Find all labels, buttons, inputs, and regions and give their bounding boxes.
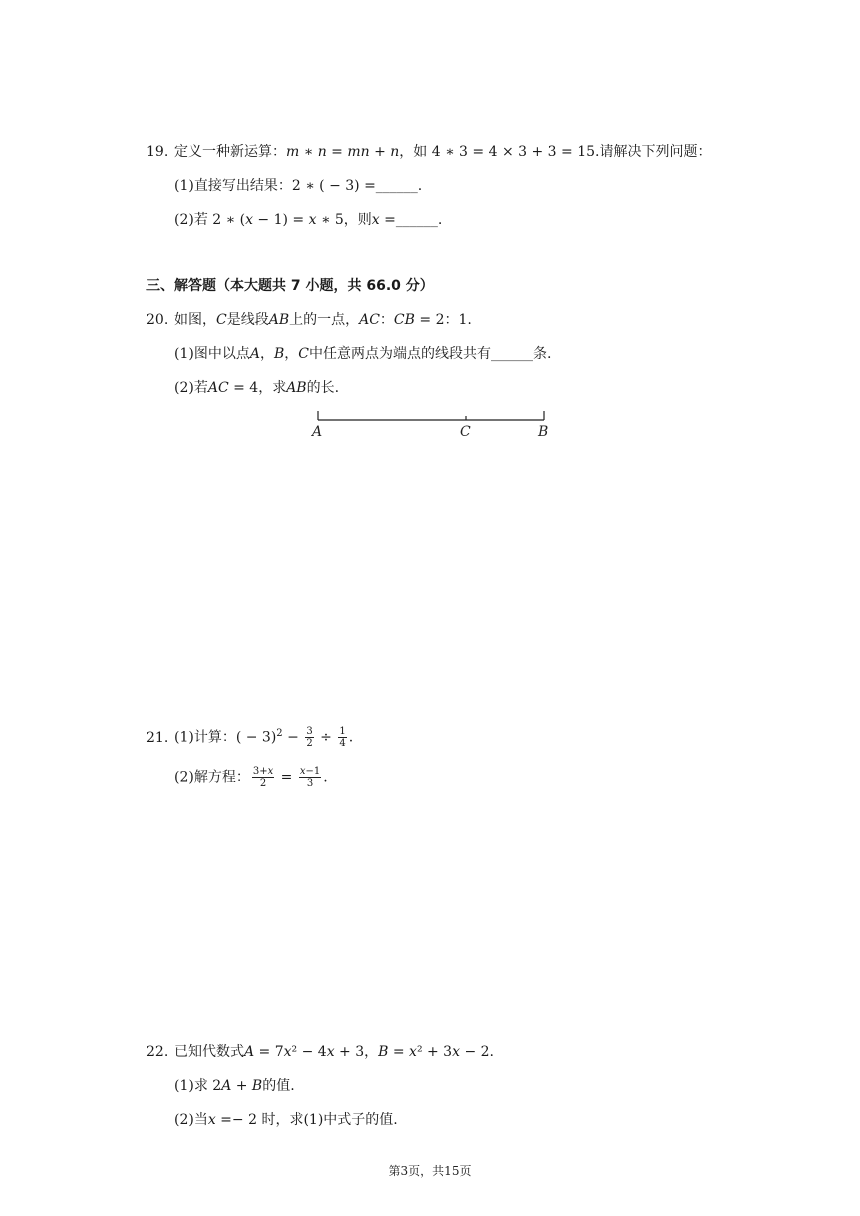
equals-sign: = bbox=[276, 769, 297, 786]
label-b: B bbox=[538, 424, 549, 440]
question-text: 已知代数式𝐴 = 7𝑥² − 4𝑥 + 3，𝐵 = 𝑥² + 3𝑥 − 2. bbox=[174, 1044, 494, 1060]
period: . bbox=[323, 769, 328, 786]
question-number: 20. bbox=[146, 312, 169, 328]
label-a: A bbox=[312, 424, 323, 440]
question-number: 22. bbox=[146, 1044, 169, 1060]
minus-sign: − bbox=[282, 729, 304, 746]
numerator: 𝑥−1 bbox=[299, 766, 321, 777]
question-21-part-1 bbox=[146, 723, 353, 749]
fraction-3-over-2 bbox=[305, 726, 313, 749]
numerator: 3+𝑥 bbox=[252, 766, 274, 777]
question-22-part-2: (2)当𝑥 =− 2 时，求(1)中式子的值. bbox=[174, 1112, 398, 1128]
question-21-part-2 bbox=[174, 766, 328, 789]
expression-prefix: (1)计算：( − 3) bbox=[174, 729, 277, 746]
question-19-stem bbox=[146, 143, 711, 161]
period: . bbox=[348, 729, 354, 746]
numerator: 3 bbox=[306, 726, 313, 738]
denominator: 2 bbox=[306, 738, 313, 750]
question-19-part-1: (1)直接写出结果：2 ∗ ( − 3) =______. bbox=[174, 178, 423, 194]
expression-prefix: (2)解方程： bbox=[174, 769, 250, 786]
fraction-3-plus-x-over-2 bbox=[252, 766, 274, 789]
exponent: 2 bbox=[276, 728, 283, 739]
question-text: 定义一种新运算：𝑚 ∗ 𝑛 = 𝑚𝑛 + 𝑛，如 4 ∗ 3 = 4 × 3 + 3 = 15.请解决下列问题： bbox=[174, 144, 712, 160]
fraction-1-over-4 bbox=[338, 726, 346, 749]
question-number: 21. bbox=[146, 729, 169, 746]
question-20-part-1: (1)图中以点𝐴，𝐵，𝐶中任意两点为端点的线段共有______条. bbox=[174, 346, 552, 362]
question-19-part-2: (2)若 2 ∗ (𝑥 − 1) = 𝑥 ∗ 5，则𝑥 =______. bbox=[174, 212, 443, 228]
section-heading: 三、解答题（本大题共 7 小题，共 66.0 分） bbox=[146, 278, 434, 294]
question-number: 19. bbox=[146, 144, 169, 160]
question-20-part-2: (2)若𝐴𝐶 = 4，求𝐴𝐵的长. bbox=[174, 380, 340, 396]
numerator: 1 bbox=[339, 726, 346, 738]
question-22-stem bbox=[146, 1043, 494, 1061]
divide-sign: ÷ bbox=[315, 729, 337, 746]
denominator: 3 bbox=[306, 778, 314, 789]
denominator: 4 bbox=[339, 738, 346, 750]
question-22-part-1: (1)求 2𝐴 + 𝐵的值. bbox=[174, 1078, 295, 1094]
line-segment-figure bbox=[305, 405, 565, 445]
page-footer: 第3页，共15页 bbox=[388, 1164, 472, 1178]
question-text: 如图，𝐶是线段𝐴𝐵上的一点，𝐴𝐶：𝐶𝐵 = 2：1. bbox=[174, 312, 472, 328]
denominator: 2 bbox=[259, 778, 267, 789]
label-c: C bbox=[460, 424, 471, 440]
question-20-stem bbox=[146, 311, 472, 329]
fraction-x-minus-1-over-3 bbox=[299, 766, 321, 789]
